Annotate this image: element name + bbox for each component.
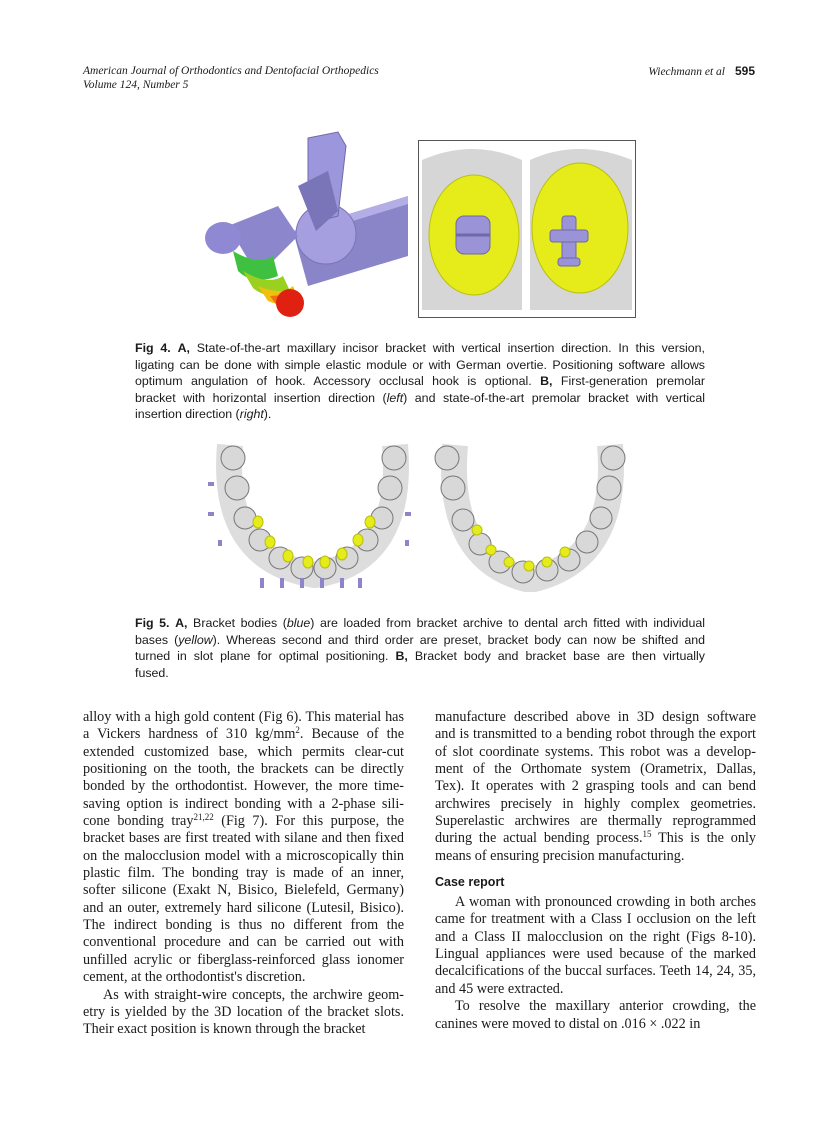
text-run: bases ( (135, 632, 179, 647)
text-line (83, 709, 404, 726)
figure-4a-incisor-bracket (198, 126, 408, 318)
text-run: decalcifications of the buccal surfaces. Teeth 14, 24, 35, (435, 963, 756, 980)
text-run: turned in slot plane for optimal positioning. (135, 649, 396, 663)
text-run: insertion direction ( (135, 407, 240, 421)
text-line (135, 357, 705, 374)
text-run: . Because of the (299, 726, 404, 743)
text-line (435, 981, 756, 998)
text-run: and 45 were extracted. (435, 980, 564, 997)
text-line (135, 615, 705, 632)
text-run: archwires precisely in highly complex geometries. (435, 795, 756, 812)
text-line (83, 865, 404, 882)
text-line (435, 911, 756, 928)
text-line (83, 900, 404, 917)
text-line (135, 340, 705, 357)
text-run: extended customized base, which permits clear-cut (83, 743, 404, 760)
text-run: First-generation premolar (552, 374, 705, 388)
text-run: left (386, 390, 404, 405)
text-run: Bracket body and bracket base are then virtually (407, 649, 705, 663)
text-run: a Vickers hardness of 310 kg/mm (83, 726, 296, 743)
text-line (83, 934, 404, 951)
text-run: during the actual bending process. (435, 830, 643, 847)
text-run: A, (175, 616, 188, 630)
text-run: Fig 5. (135, 616, 170, 630)
text-line (83, 813, 404, 830)
text-line (83, 987, 404, 1004)
text-run: and an outer, extremely hard silicone (Lutesil, Bisico). (83, 899, 404, 916)
text-run: A, (177, 341, 190, 355)
text-run: Lingual appliances were used because of the marked (435, 946, 756, 963)
figure-4-caption (135, 340, 705, 423)
text-line (83, 830, 404, 847)
figure-5-caption (135, 615, 705, 681)
text-line (83, 796, 404, 813)
text-line (435, 726, 756, 743)
text-line (83, 726, 404, 743)
text-line (83, 778, 404, 795)
text-run: The indirect bonding is thus no different from the (83, 917, 404, 934)
text-line (435, 761, 756, 778)
text-run: bonded by the orthodontist. However, the more time- (83, 778, 404, 795)
text-line (135, 406, 705, 423)
text-line (83, 969, 404, 986)
text-run: manufacture described above in 3D design software (435, 709, 756, 725)
text-run: cement, at the orthodontist's discretion. (83, 969, 306, 986)
text-run: means of ensuring precision manufacturing. (435, 847, 685, 864)
text-line (83, 882, 404, 899)
text-line (435, 744, 756, 761)
text-line (435, 813, 756, 830)
text-line (135, 390, 705, 407)
text-run: right (239, 407, 264, 421)
text-line (435, 929, 756, 946)
journal-volume: Volume 124, Number 5 (83, 79, 189, 91)
text-line (135, 632, 705, 649)
superscript-reference: 2 (295, 725, 300, 736)
text-run (171, 341, 178, 355)
text-run: Tex). It operates with 2 grasping tools and can bend (435, 778, 756, 795)
text-run: alloy with a high gold content (Fig 6). This material has (83, 709, 404, 725)
text-run: positioning on the tooth, the brackets can be directly (83, 761, 404, 778)
text-run: bracket with horizontal insertion direction ( (135, 390, 387, 405)
text-run: bracket bases are first treated with silane and then fixed (83, 830, 404, 847)
text-line (83, 917, 404, 934)
text-run: and is transmitted to a bending robot through the export (435, 726, 756, 743)
text-line (135, 665, 705, 682)
text-run: ). Whereas second and third order are preset, bracket body can now be shifted and (212, 632, 705, 647)
text-run: Fig 4. (135, 341, 171, 355)
text-run: etry is yielded by the 3D location of the bracket slots. (83, 1003, 404, 1020)
text-run: conventional procedure and can be carried out with (83, 934, 404, 951)
text-run: (Fig 7). For this purpose, the (213, 813, 404, 830)
text-run: unfilled acrylic or fiberglass-reinforced glass ionomer (83, 951, 404, 968)
text-run: blue (286, 616, 311, 630)
figure-5-dental-arches (200, 440, 640, 592)
text-run: of slot coordinate systems. This robot was a develop- (435, 743, 756, 760)
text-run: Superelastic archwires are thermally reprogrammed (435, 813, 756, 830)
text-line (135, 648, 705, 665)
text-run: Bracket bodies ( (187, 616, 287, 630)
right-column-text (435, 709, 756, 1033)
running-header-journal (83, 64, 379, 92)
figure-5b-arch (435, 445, 625, 583)
text-run: ) are loaded from bracket archive to dental arch fitted with individual (310, 616, 705, 630)
text-run: B, (540, 374, 553, 388)
authors: Wiechmann et al (648, 66, 725, 78)
text-run: saving option is indirect bonding with a 2-phase sili- (83, 795, 404, 812)
text-line (435, 1016, 756, 1033)
page-number: 595 (734, 64, 755, 78)
figure-4b-premolar-brackets (418, 140, 636, 318)
text-run: As with straight-wire concepts, the archwire geom- (103, 986, 404, 1003)
running-header-authors (648, 64, 755, 79)
text-run: came for treatment with a Class I occlusion on the left (435, 911, 756, 928)
text-line (83, 744, 404, 761)
text-line (435, 848, 756, 865)
text-line (435, 963, 756, 980)
paragraph (435, 894, 756, 1033)
paragraph (435, 709, 756, 865)
text-run: canines were moved to distal on .016 × .022 in (435, 1015, 701, 1032)
text-run: fused. (135, 665, 169, 680)
text-line (435, 998, 756, 1015)
figure-5a-arch (221, 445, 406, 579)
text-line (435, 796, 756, 813)
text-line (83, 848, 404, 865)
superscript-reference: 21,22 (193, 812, 214, 823)
text-run: ligating can be done with simple elastic module or with German overtie. Positioning software allows (135, 357, 705, 372)
text-run: ) and state-of-the-art premolar bracket with vertical (403, 390, 705, 405)
text-run: cone bonding tray (83, 813, 194, 830)
text-run: on the malocclusion model with a microscopically thin (83, 847, 404, 864)
text-run: A woman with pronounced crowding in both arches (455, 894, 756, 911)
text-line (435, 894, 756, 911)
text-line (83, 952, 404, 969)
text-run: ment of the Orthomate system (Orametrix, Dallas, (435, 761, 756, 778)
text-run: State-of-the-art maxillary incisor bracket with vertical insertion direction. In this version, (189, 341, 705, 355)
text-line (83, 1004, 404, 1021)
journal-title: American Journal of Orthodontics and Dentofacial Orthopedics (83, 65, 379, 77)
text-run: and a Class II malocclusion on the right (Figs 8-10). (435, 928, 756, 945)
text-run: yellow (178, 632, 213, 647)
text-run: plastic film. The bonding tray is made of an inner, (83, 865, 404, 882)
text-line (435, 709, 756, 726)
text-line (435, 946, 756, 963)
text-run: B, (395, 649, 408, 663)
text-run: Their exact position is known through the bracket (83, 1021, 366, 1038)
text-line (435, 830, 756, 847)
text-run: This is the only (651, 830, 756, 847)
text-run: optimum angulation of hook. Accessory occlusal hook is optional. (135, 374, 541, 388)
text-run: softer silicone (Exakt N, Bisico, Bielefeld, Germany) (83, 882, 404, 899)
text-line (83, 761, 404, 778)
text-line (135, 373, 705, 390)
text-run: To resolve the maxillary anterior crowding, the (455, 998, 756, 1015)
section-heading-case-report: Case report (435, 875, 505, 890)
text-run: ). (263, 407, 272, 421)
text-line (435, 778, 756, 795)
superscript-reference: 15 (642, 829, 652, 840)
text-line (83, 1021, 404, 1038)
left-column-text (83, 709, 404, 1039)
